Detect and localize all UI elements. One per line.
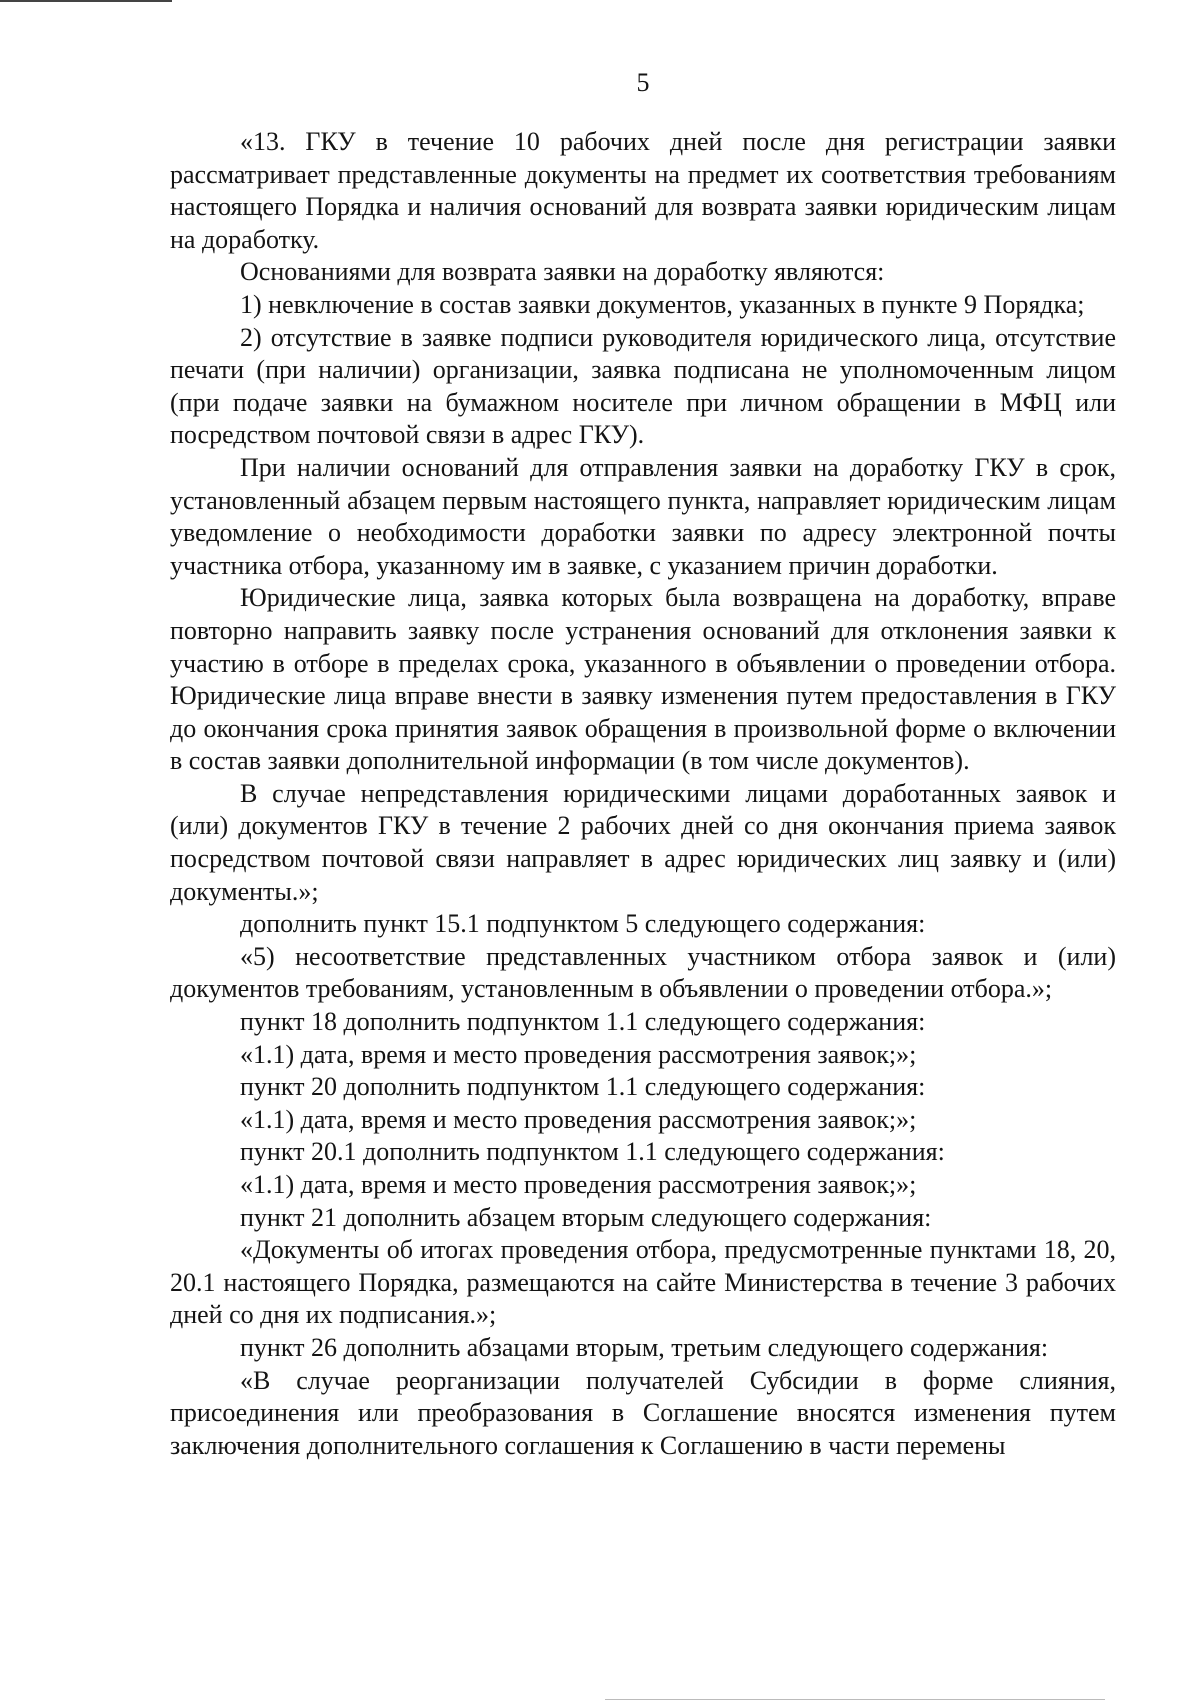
paragraph-notification: При наличии оснований для отправления заявки на доработку ГКУ в срок, установленный абзацем первым настоящего пункта, направляет юридическим лицам уведомление о необходимости доработки заявки по адресу электронной почты участника отбора, указанному им в заявке, с указанием причин доработки.	[170, 452, 1116, 580]
paragraph-item-13: «13. ГКУ в течение 10 рабочих дней после дня регистрации заявки рассматривает представленные документы на предмет их соответствия требованиям настоящего Порядка и наличия оснований для возврата заявки юридическим лицам на доработку.	[170, 127, 1116, 254]
paragraph-grounds-intro: Основаниями для возврата заявки на доработку являются:	[240, 257, 885, 287]
paragraph-ground-1: 1) невключение в состав заявки документов, указанных в пункте 9 Порядка;	[240, 289, 1085, 319]
paragraph-amend-26: пункт 26 дополнить абзацами вторым, третьим следующего содержания:	[240, 1332, 1049, 1362]
paragraph-amend-21: пункт 21 дополнить абзацем вторым следующего содержания:	[240, 1202, 932, 1232]
bottom-scan-line	[605, 1699, 1105, 1700]
paragraph-return-documents: В случае непредставления юридическими лицами доработанных заявок и (или) документов ГКУ в течение 2 рабочих дней со дня окончания приема заявок посредством почтовой связи направляет в адрес юридических лиц заявку и (или) документы.»;	[170, 778, 1116, 906]
top-scan-line	[0, 0, 172, 2]
paragraph-subitem-1-1-b: «1.1) дата, время и место проведения рассмотрения заявок;»;	[240, 1104, 917, 1134]
paragraph-ground-2: 2) отсутствие в заявке подписи руководителя юридического лица, отсутствие печати (при наличии) организации, заявка подписана не уполномоченным лицом (при подаче заявки на бумажном носителе при личном обращении в МФЦ или посредством почтовой связи в адрес ГКУ).	[170, 322, 1116, 450]
paragraph-amend-18: пункт 18 дополнить подпунктом 1.1 следующего содержания:	[240, 1007, 926, 1037]
paragraph-results-publication: «Документы об итогах проведения отбора, предусмотренные пунктами 18, 20, 20.1 настоящего Порядка, размещаются на сайте Министерства в течение 3 рабочих дней со дня их подписания.»;	[170, 1235, 1116, 1330]
paragraph-subitem-5: «5) несоответствие представленных участником отбора заявок и (или) документов требованиям, установленным в объявлении о проведении отбора.»;	[170, 941, 1116, 1004]
paragraph-reorganization: «В случае реорганизации получателей Субсидии в форме слияния, присоединения или преобразования в Соглашение вносятся изменения путем заключения дополнительного соглашения к Соглашению в части перемены	[170, 1365, 1116, 1460]
paragraph-amend-20: пункт 20 дополнить подпунктом 1.1 следующего содержания:	[240, 1072, 926, 1102]
document-body	[170, 126, 1116, 1462]
page-number: 5	[636, 68, 650, 97]
paragraph-amend-15-1: дополнить пункт 15.1 подпунктом 5 следующего содержания:	[240, 909, 926, 939]
paragraph-subitem-1-1-c: «1.1) дата, время и место проведения рассмотрения заявок;»;	[240, 1170, 917, 1199]
paragraph-amend-20-1: пункт 20.1 дополнить подпунктом 1.1 следующего содержания:	[240, 1137, 945, 1167]
paragraph-subitem-1-1-a: «1.1) дата, время и место проведения рассмотрения заявок;»;	[240, 1039, 917, 1069]
paragraph-resubmission: Юридические лица, заявка которых была возвращена на доработку, вправе повторно направить заявку после устранения оснований для отклонения заявки к участию в отборе в пределах срока, указанного в объявлении о проведении отбора. Юридические лица вправе внести в заявку изменения путем предоставления в ГКУ до окончания срока принятия заявок обращения в произвольной форме о включении в состав заявки дополнительной информации (в том числе документов).	[170, 583, 1116, 776]
